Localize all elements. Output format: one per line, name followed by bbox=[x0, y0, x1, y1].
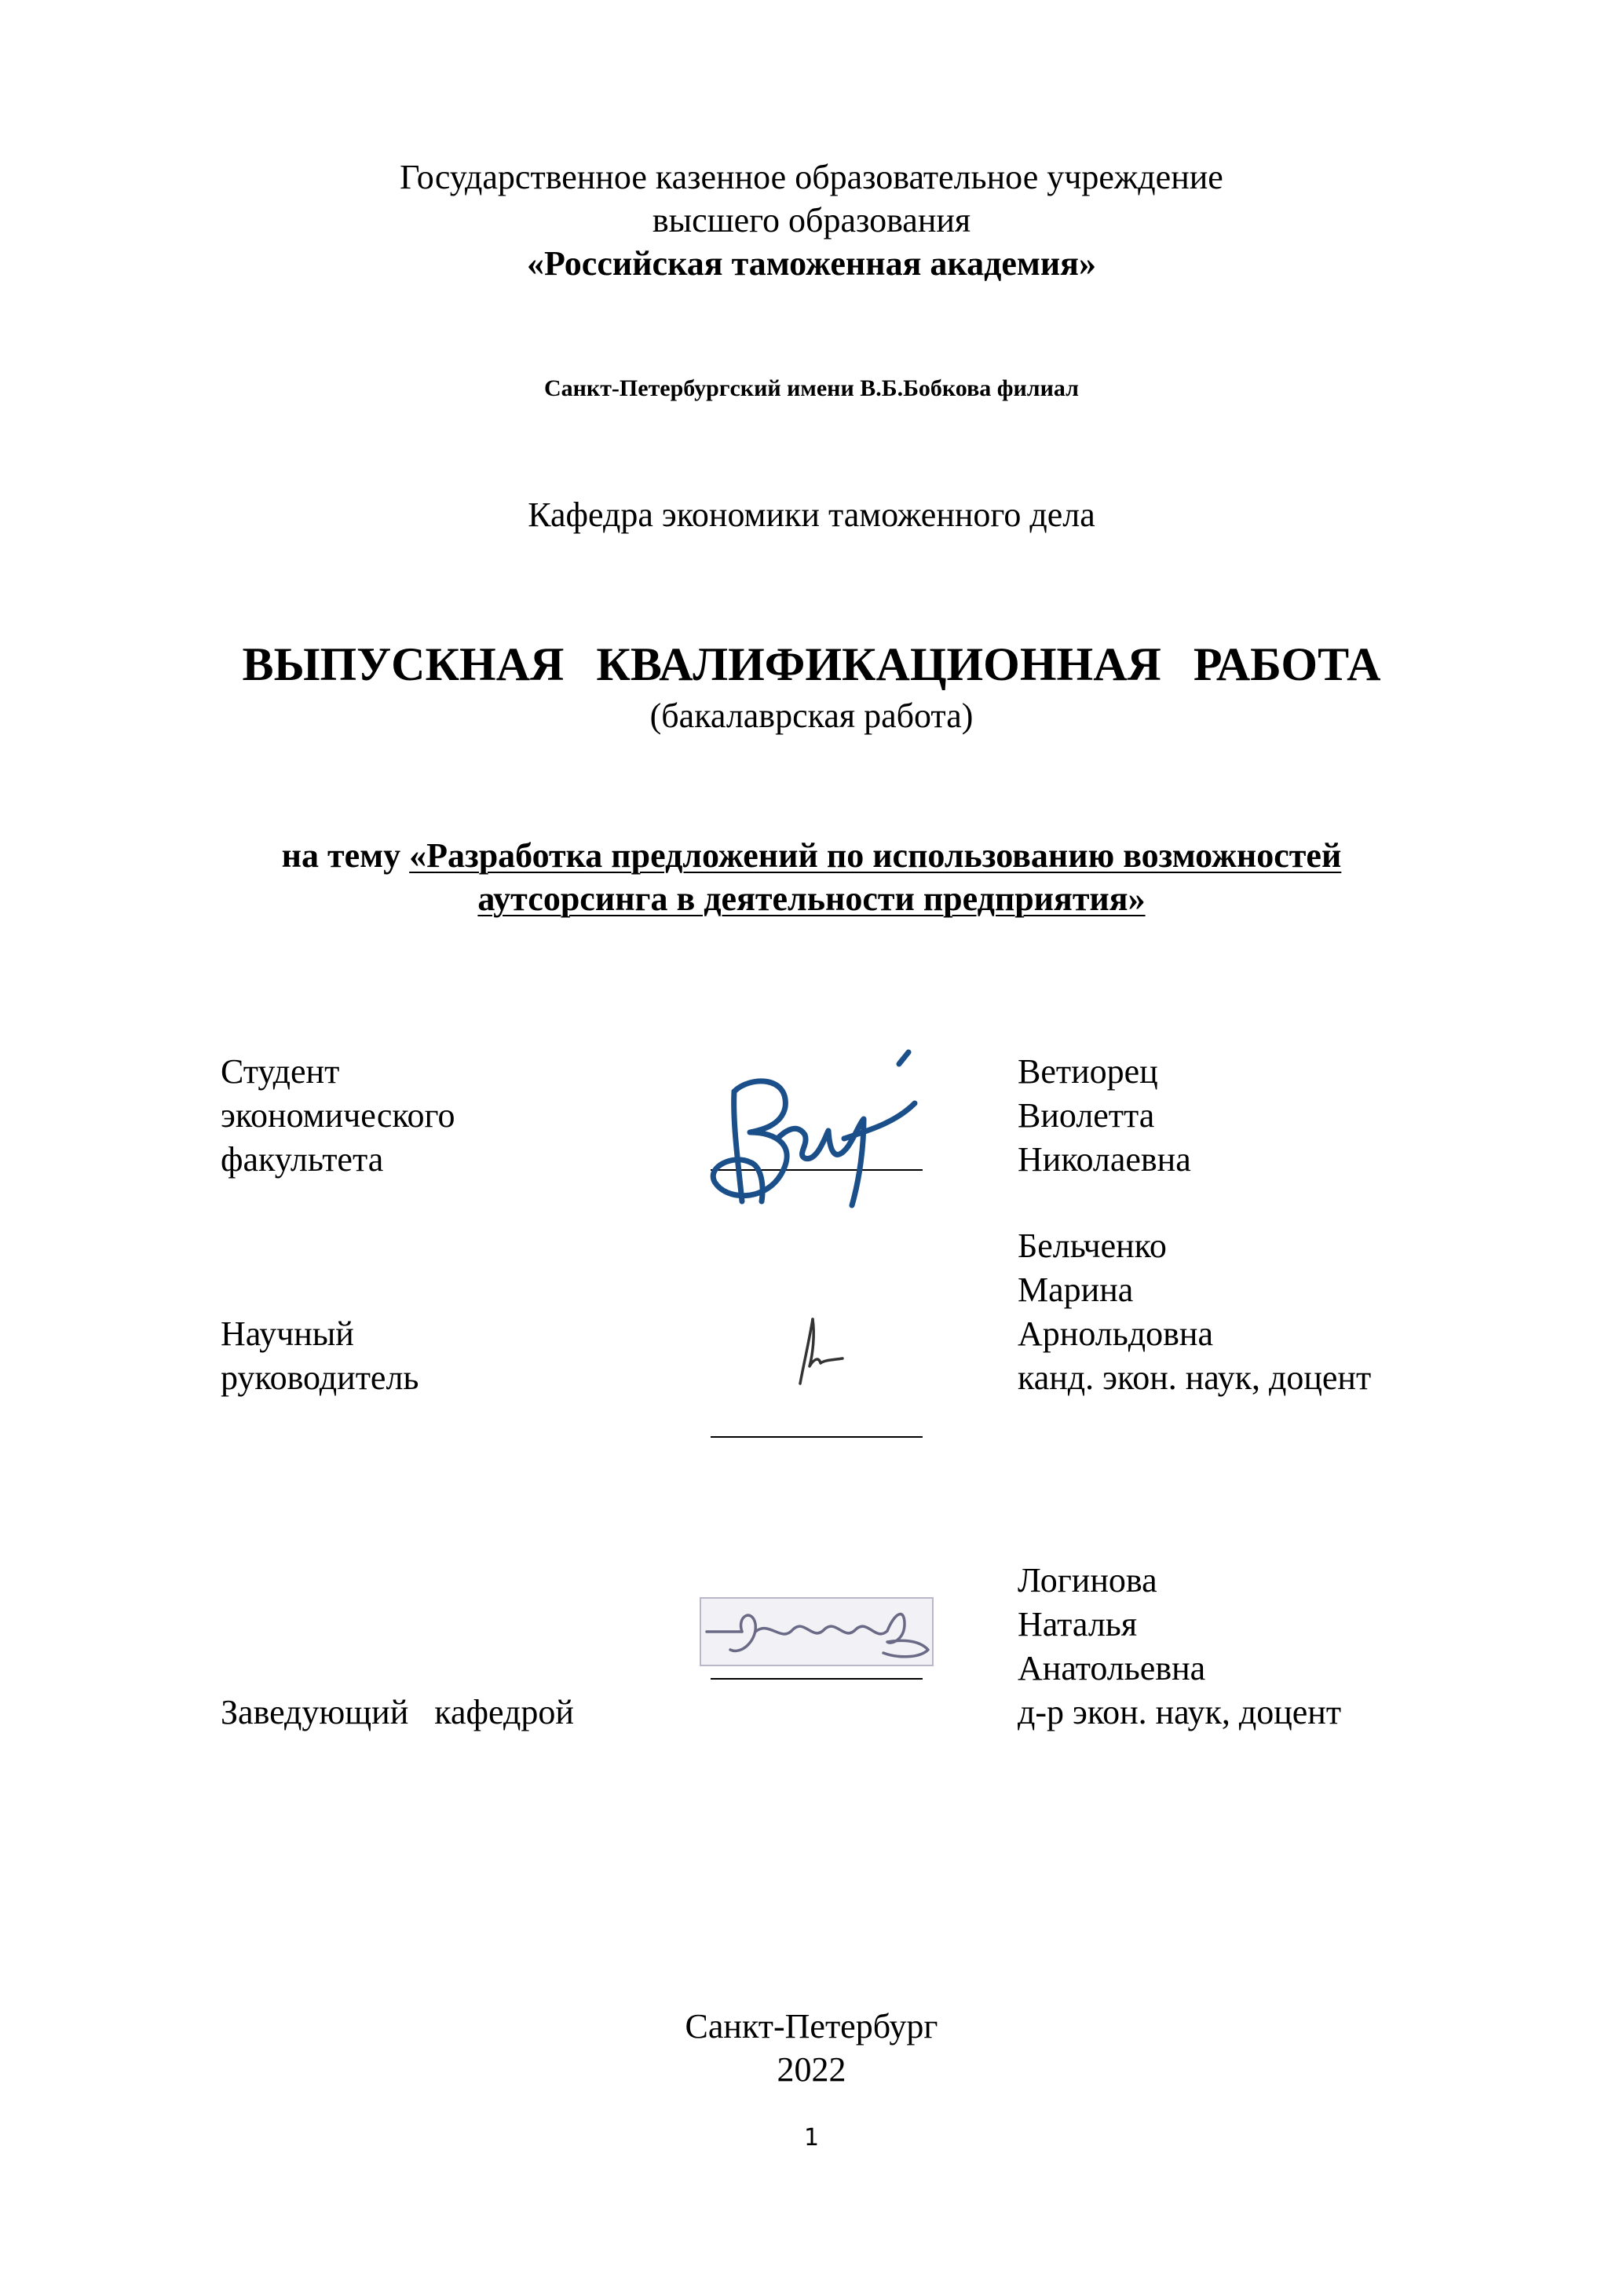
supervisor-name-line: Бельченко bbox=[1018, 1227, 1167, 1265]
head-role: Заведующий кафедрой bbox=[221, 1693, 574, 1731]
supervisor-role-line: руководитель bbox=[221, 1358, 419, 1397]
student-role-line: экономического bbox=[221, 1096, 455, 1135]
department-name: Кафедра экономики таможенного дела bbox=[528, 495, 1095, 534]
topic-prefix: на тему bbox=[281, 836, 410, 875]
year: 2022 bbox=[777, 2050, 846, 2089]
document-subtitle: (бакалаврская работа) bbox=[649, 696, 974, 735]
student-name-line: Виолетта bbox=[1018, 1096, 1155, 1135]
supervisor-role-line: Научный bbox=[221, 1314, 354, 1353]
head-name bbox=[1018, 1559, 1341, 1735]
head-signature-line bbox=[711, 1678, 923, 1680]
student-name-line: Ветиорец bbox=[1018, 1052, 1158, 1091]
topic-line-1 bbox=[0, 834, 1623, 878]
student-signature bbox=[703, 1044, 938, 1225]
head-signature bbox=[699, 1596, 934, 1667]
supervisor-signature bbox=[789, 1311, 860, 1390]
branch-name: Санкт-Петербургский имени В.Б.Бобкова филиал bbox=[543, 375, 1080, 401]
head-name-line: Наталья bbox=[1018, 1605, 1138, 1643]
institution-line-1: Государственное казенное образовательное учреждение bbox=[400, 158, 1223, 196]
topic-line-2 bbox=[0, 877, 1623, 921]
city: Санкт-Петербург bbox=[685, 2007, 938, 2046]
student-role-line: Студент bbox=[221, 1052, 340, 1091]
student-role bbox=[221, 1050, 455, 1182]
supervisor-degree: канд. экон. наук, доцент bbox=[1018, 1358, 1372, 1397]
topic-title-part-1: «Разработка предложений по использованию возможностей bbox=[409, 836, 1342, 875]
supervisor-signature-line bbox=[711, 1436, 923, 1438]
supervisor-name bbox=[1018, 1224, 1371, 1400]
head-name-line: Логинова bbox=[1018, 1561, 1157, 1600]
document-title: ВЫПУСКНАЯ КВАЛИФИКАЦИОННАЯ РАБОТА bbox=[242, 638, 1381, 690]
student-name bbox=[1018, 1050, 1191, 1182]
supervisor-name-line: Марина bbox=[1018, 1270, 1134, 1309]
supervisor-name-line: Арнольдовна bbox=[1018, 1314, 1214, 1353]
page-number: 1 bbox=[803, 2124, 820, 2152]
student-name-line: Николаевна bbox=[1018, 1140, 1191, 1179]
head-degree: д-р экон. наук, доцент bbox=[1018, 1693, 1342, 1731]
student-role-line: факультета bbox=[221, 1140, 384, 1179]
head-name-line: Анатольевна bbox=[1018, 1649, 1206, 1687]
topic-title-part-2: аутсорсинга в деятельности предприятия» bbox=[477, 879, 1146, 918]
supervisor-role bbox=[221, 1312, 419, 1400]
institution-line-2: высшего образования bbox=[652, 201, 971, 239]
institution-name: «Российская таможенная академия» bbox=[527, 244, 1096, 283]
